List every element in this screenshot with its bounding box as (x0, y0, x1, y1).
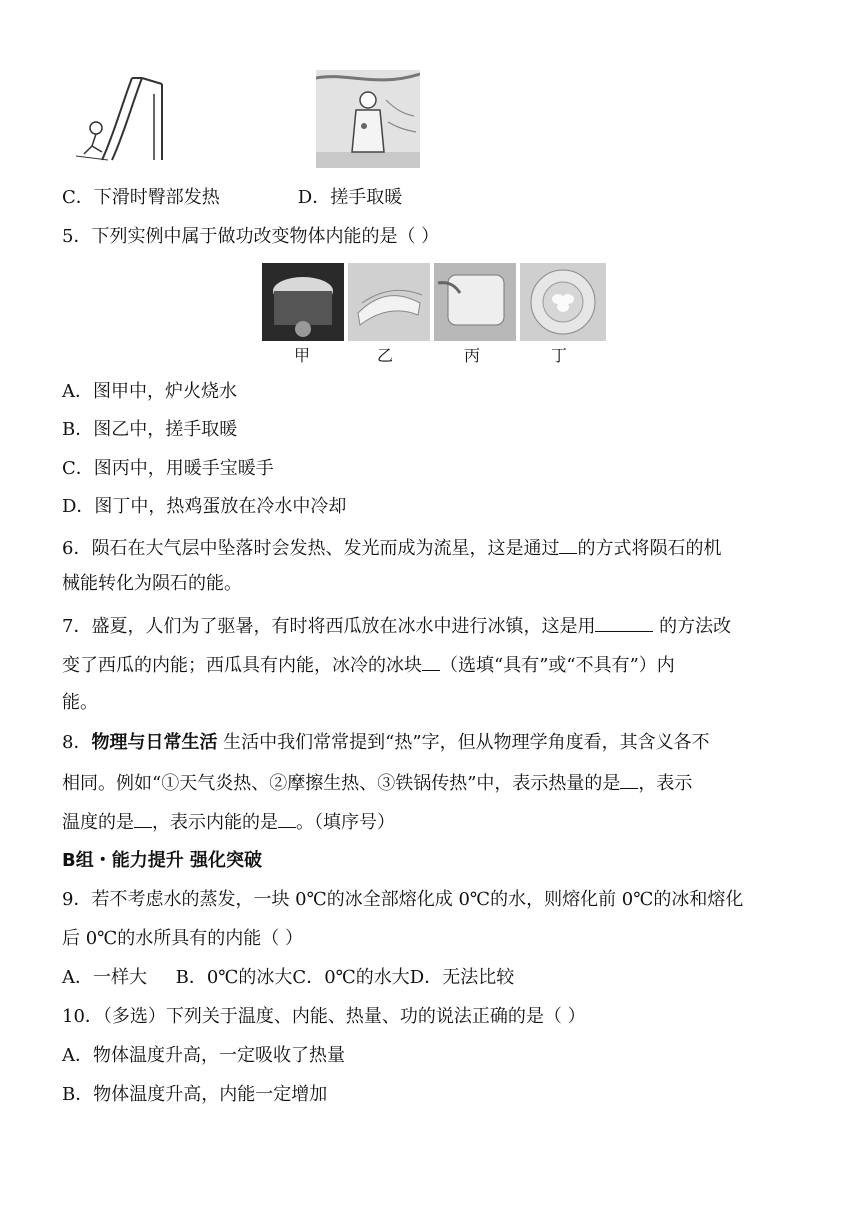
q8-blank-2 (134, 809, 152, 828)
q5-option-b: B．图乙中，搓手取暖 (62, 419, 238, 440)
caption-c: C．下滑时臀部发热 (62, 187, 220, 208)
photo-jia (262, 263, 344, 341)
q8-blank-3 (278, 809, 296, 828)
q6-blank-1 (559, 535, 577, 554)
q9-options: A．一样大 B．0℃的冰大C．0℃的水大D．无法比较 (62, 967, 515, 988)
q9-line-2: 后 0℃的水所具有的内能（ ） (62, 928, 304, 949)
top-captions (62, 186, 402, 210)
q9-line-1: 9．若不考虑水的蒸发，一块 0℃的冰全部熔化成 0℃的水，则熔化前 0℃的冰和熔化 (62, 889, 744, 910)
q5-photo-strip (262, 263, 606, 341)
q8-topic-tag: 物理与日常生活 (91, 732, 218, 753)
q7-blank-2 (422, 652, 440, 671)
q7-line-3: 能。 (62, 692, 98, 713)
q5-stem: 5．下列实例中属于做功改变物体内能的是（ ） (62, 226, 440, 247)
photo-label-jia: 甲 (294, 346, 311, 365)
q10-option-a: A．物体温度升高，一定吸收了热量 (62, 1045, 345, 1066)
q8-blank-1 (620, 770, 638, 789)
q7-blank-1 (595, 613, 653, 632)
q10-option-b: B．物体温度升高，内能一定增加 (62, 1084, 328, 1105)
q8-line-3: 温度的是 ，表示内能的是 。（填序号） (62, 809, 395, 835)
caption-d: D．搓手取暖 (297, 187, 403, 208)
photo-label-bing: 丙 (464, 346, 481, 365)
section-b-title: B组・能力提升 强化突破 (62, 850, 262, 871)
q6-line-1: 6．陨石在大气层中坠落时会发热、发光而成为流星，这是通过 的方式将陨石的机 (62, 535, 721, 561)
q10-stem: 10．（多选）下列关于温度、内能、热量、功的说法正确的是（ ） (62, 1006, 586, 1027)
photo-bing (434, 263, 516, 341)
q7-line-2: 变了西瓜的内能；西瓜具有内能，冰冷的冰块 （选填“具有”或“不具有”）内 (62, 652, 675, 678)
q7-line-1: 7．盛夏，人们为了驱暑，有时将西瓜放在冰水中进行冰镇，这是用 的方法改 (62, 613, 731, 639)
q8-line-1: 8．物理与日常生活 生活中我们常常提到“热”字，但从物理学角度看，其含义各不 (62, 732, 710, 753)
photo-label-ding: 丁 (551, 346, 568, 365)
photo-label-yi: 乙 (377, 346, 394, 365)
slide-illustration (62, 74, 170, 170)
q5-option-c: C．图丙中，用暖手宝暖手 (62, 458, 274, 479)
q5-option-a: A．图甲中，炉火烧水 (62, 381, 237, 402)
photo-yi (348, 263, 430, 341)
q6-line-2: 械能转化为陨石的能。 (62, 573, 242, 594)
q5-option-d: D．图丁中，热鸡蛋放在冷水中冷却 (62, 496, 347, 517)
q8-line-2: 相同。例如“①天气炎热、②摩擦生热、③铁锅传热”中，表示热量的是 ，表示 (62, 770, 692, 796)
rubbing-hands-illustration (316, 70, 420, 168)
photo-ding (520, 263, 606, 341)
